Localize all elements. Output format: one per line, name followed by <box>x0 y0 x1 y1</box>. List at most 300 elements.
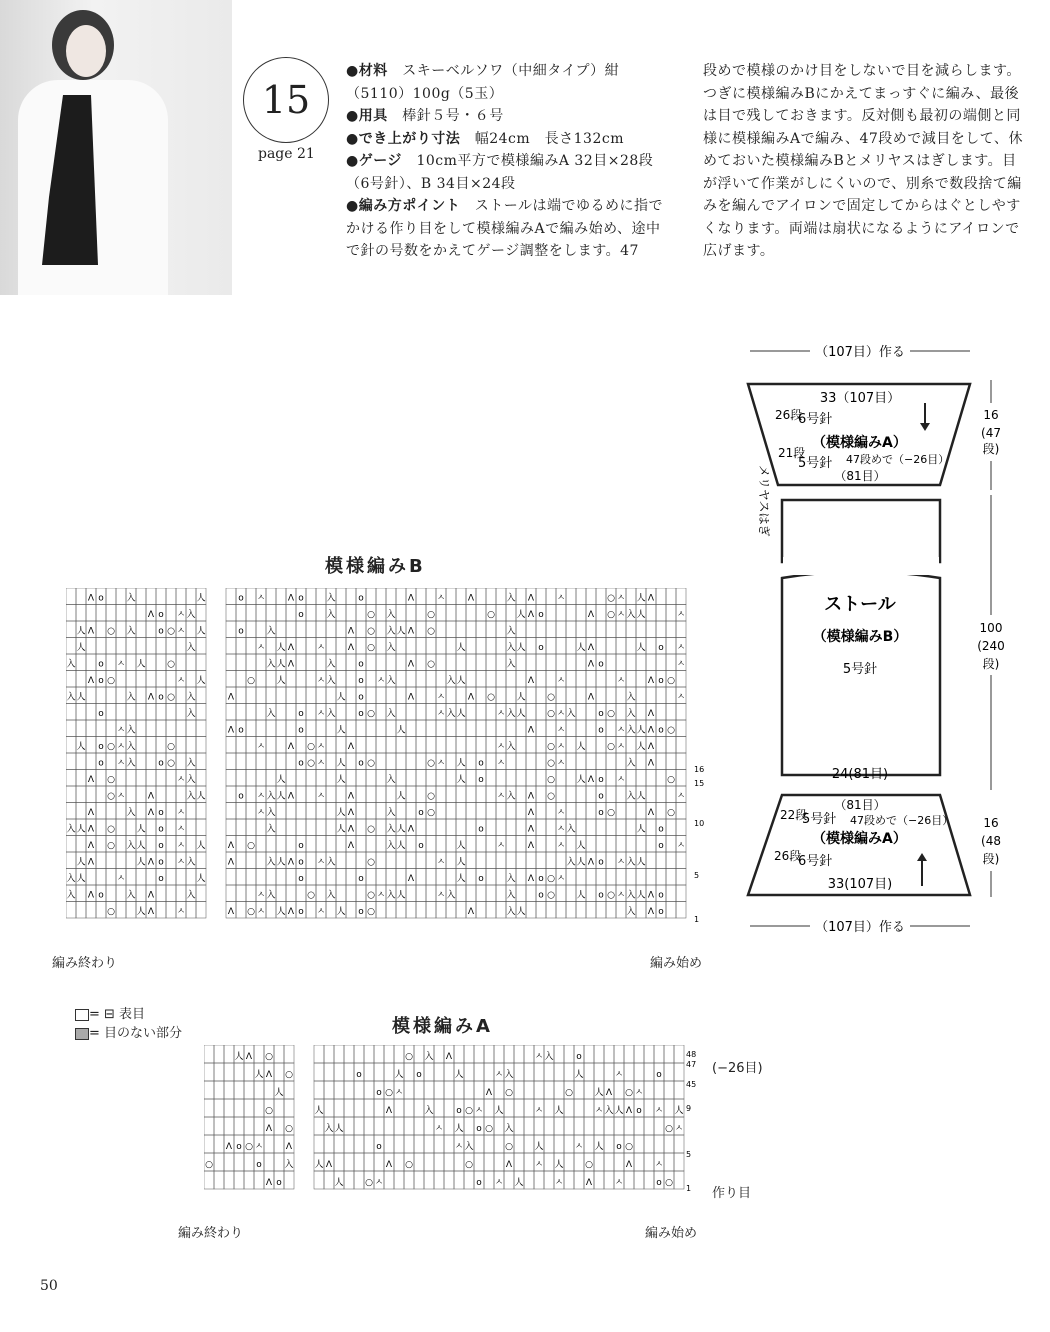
chart-b-symbol: ㅅ <box>556 758 566 769</box>
chart-b-symbol: 入 <box>506 874 516 884</box>
chart-b-symbol: o <box>158 692 164 703</box>
chart-a-symbol: o <box>456 1106 462 1116</box>
chart-b-symbol: 入 <box>186 610 196 620</box>
chart-b-symbol: 入 <box>506 709 516 719</box>
chart-b-symbol: 人 <box>576 857 586 868</box>
chart-a-symbol: 人 <box>554 1160 564 1170</box>
chart-b-symbol: 人 <box>516 907 526 917</box>
chart-b-symbol: 入 <box>386 610 396 620</box>
chart-b-symbol: 入 <box>186 643 196 653</box>
chart-b-symbol: o <box>538 890 544 901</box>
page-reference: page 21 <box>258 146 315 162</box>
top-cast-label: （107目）作る <box>815 345 905 360</box>
chart-b-symbol: ㅅ <box>116 874 126 884</box>
chart-b-symbol: ○ <box>107 742 115 752</box>
chart-b-symbol: ○ <box>547 775 555 785</box>
chart-b-symbol: 入 <box>266 791 276 802</box>
chart-a-symbol: 入 <box>604 1106 614 1116</box>
chart-a-symbol: 人 <box>574 1070 584 1080</box>
chart-a-symbol: Λ <box>585 1178 593 1188</box>
chart-b-symbol: 入 <box>626 857 636 868</box>
chart-b-symbol: o <box>598 791 604 802</box>
chart-b-symbol: 人 <box>76 824 86 835</box>
chart-a-symbol: 入 <box>464 1142 474 1152</box>
chart-b-symbol: ㅅ <box>436 593 446 604</box>
chart-b-symbol: 入 <box>126 692 136 703</box>
chart-a-symbol: ㅅ <box>654 1106 664 1116</box>
chart-b-symbol: Λ <box>227 907 235 917</box>
chart-a-symbol: 入 <box>284 1160 294 1170</box>
chart-b-symbol: 入 <box>506 659 516 670</box>
chart-b-symbol: ○ <box>307 890 315 901</box>
chart-b-symbol: o <box>98 709 104 719</box>
chart-b-symbol: o <box>238 725 244 736</box>
chart-b-symbol: 人 <box>456 857 466 868</box>
chart-b-symbol: Λ <box>87 824 95 835</box>
chart-b-symbol: Λ <box>147 692 155 703</box>
chart-b-symbol: ㅅ <box>556 874 566 884</box>
chart-b-symbol: o <box>358 659 364 670</box>
chart-a-row-number: 45 <box>686 1080 697 1089</box>
chart-b-symbol: o <box>358 874 364 884</box>
top-needle-6: 6号針 <box>798 412 833 427</box>
chart-b-symbol: ㅅ <box>616 610 626 620</box>
chart-b-symbol: ○ <box>607 742 615 752</box>
chart-a-symbol: ㅅ <box>634 1088 644 1098</box>
chart-b-symbol: Λ <box>647 725 655 736</box>
chart-b-symbol: ○ <box>367 824 375 835</box>
chart-b-symbol: 人 <box>636 890 646 901</box>
chart-b-symbol: o <box>658 824 664 835</box>
model-photo <box>0 0 232 295</box>
right-top-dim-1: 16 <box>983 408 999 422</box>
chart-b-symbol: 人 <box>276 907 286 917</box>
chart-b-symbol: Λ <box>467 907 475 917</box>
chart-b-symbol: o <box>158 841 164 851</box>
chart-b-symbol: 人 <box>516 610 526 620</box>
chart-b-symbol: 人 <box>276 857 286 868</box>
chart-b-symbol: Λ <box>647 808 655 818</box>
chart-a-symbol: 人 <box>334 1178 344 1188</box>
chart-a-symbol: o <box>376 1142 382 1152</box>
chart-a-symbol: ○ <box>625 1088 633 1098</box>
chart-b-symbol: 人 <box>136 824 146 835</box>
chart-b-symbol: ○ <box>667 808 675 818</box>
chart-b-symbol: ○ <box>307 758 315 769</box>
chart-b-symbol: Λ <box>587 857 595 868</box>
chart-b-grid <box>66 588 706 933</box>
chart-a-symbol: ○ <box>585 1160 593 1170</box>
chart-b-symbol: ○ <box>607 610 615 620</box>
chart-b-symbol: o <box>298 758 304 769</box>
chart-b-symbol: 入 <box>326 890 336 901</box>
chart-b-symbol: 入 <box>626 758 636 769</box>
chart-a-symbol: ㅅ <box>394 1088 404 1098</box>
chart-a-symbol: o <box>576 1052 582 1062</box>
chart-b-symbol: ㅅ <box>496 709 506 719</box>
chart-b-symbol: o <box>598 890 604 901</box>
chart-b-symbol: 人 <box>456 841 466 851</box>
chart-b-symbol: o <box>298 593 304 604</box>
chart-a-symbol: Λ <box>445 1052 453 1062</box>
chart-b-symbol: o <box>298 907 304 917</box>
chart-b-symbol: Λ <box>347 643 355 653</box>
chart-b-symbol: o <box>238 791 244 802</box>
chart-a-symbol: Λ <box>265 1070 273 1080</box>
bottom-decrease: 47段めで（−26目） <box>850 814 954 827</box>
chart-b-symbol: 入 <box>506 890 516 901</box>
chart-b-symbol: Λ <box>347 791 355 802</box>
top-needle-5: 5号針 <box>798 456 833 471</box>
chart-b-symbol: ○ <box>367 907 375 917</box>
chart-b-symbol: ㅅ <box>676 692 686 703</box>
chart-b-symbol: ㅅ <box>376 890 386 901</box>
chart-a-symbol: 入 <box>324 1124 334 1134</box>
chart-b-symbol: 入 <box>186 775 196 785</box>
chart-b-symbol: 人 <box>636 791 646 802</box>
chart-a-symbol: ○ <box>665 1124 673 1134</box>
chart-b-symbol: Λ <box>647 742 655 752</box>
chart-b-symbol: 入 <box>326 857 336 868</box>
chart-b-symbol: 入 <box>266 808 276 818</box>
chart-b-symbol: ○ <box>247 676 255 686</box>
chart-b-symbol: ㅅ <box>316 758 326 769</box>
chart-b-symbol: 人 <box>396 841 406 851</box>
chart-b-symbol: 人 <box>516 709 526 719</box>
chart-b-symbol: ㅅ <box>176 610 186 620</box>
chart-b-symbol: ○ <box>487 692 495 703</box>
chart-b-symbol: 入 <box>66 890 76 901</box>
chart-b-symbol: Λ <box>527 808 535 818</box>
chart-b-symbol: ㅅ <box>256 643 266 653</box>
chart-b-symbol: 入 <box>506 907 516 917</box>
chart-a-symbol: ○ <box>405 1052 413 1062</box>
chart-b-symbol: 人 <box>516 692 526 703</box>
chart-b-symbol: ○ <box>367 626 375 637</box>
chart-b-symbol: o <box>358 758 364 769</box>
chart-b-symbol: 入 <box>186 692 196 703</box>
points-line: ●編み方ポイント ストールは端でゆるめに指でかける作り目をして模様編みAで編み始め、途中で針の号数をかえてゲージ調整をします。47 <box>346 198 663 259</box>
chart-b-symbol: ㅅ <box>176 907 186 917</box>
chart-b-symbol: ㅅ <box>316 857 326 868</box>
chart-b-symbol: 入 <box>126 890 136 901</box>
chart-b-symbol: Λ <box>347 626 355 637</box>
gauge-line: ●ゲージ 10cm平方で模様編みA 32目×28段（6号針）、B 34目×24段 <box>346 153 654 192</box>
chart-b-symbol: Λ <box>527 725 535 736</box>
chart-b-symbol: ○ <box>547 758 555 769</box>
chart-b-symbol: ㅅ <box>176 824 186 835</box>
chart-b-symbol: o <box>598 709 604 719</box>
chart-b-symbol: Λ <box>287 659 295 670</box>
chart-a-symbol: ㅅ <box>534 1106 544 1116</box>
chart-b-symbol: 入 <box>566 709 576 719</box>
chart-b-symbol: 入 <box>186 709 196 719</box>
chart-b-symbol: 入 <box>186 890 196 901</box>
chart-b-symbol: o <box>298 841 304 851</box>
bottom-mid-width: 24(81目) <box>831 767 889 782</box>
right-mid-dim-1: 100 <box>979 621 1003 635</box>
chart-b-symbol: 人 <box>276 676 286 686</box>
chart-a-row-number: 5 <box>686 1150 692 1159</box>
chart-b-symbol: ㅅ <box>176 857 186 868</box>
chart-b-symbol: 入 <box>506 626 516 637</box>
chart-b-symbol: ㅅ <box>616 890 626 901</box>
chart-b-symbol: o <box>478 758 484 769</box>
chart-b-symbol: ㅅ <box>676 841 686 851</box>
chart-b-symbol: ㅅ <box>316 907 326 917</box>
chart-b-symbol: 人 <box>76 692 86 703</box>
right-bottom-dim-1: 16 <box>983 816 999 830</box>
chart-b-symbol: 入 <box>506 593 516 604</box>
chart-b-symbol: Λ <box>87 857 95 868</box>
chart-b-end-label: 編み終わり <box>52 956 118 971</box>
chart-a-symbol: ○ <box>265 1052 273 1062</box>
chart-b-symbol: ○ <box>167 758 175 769</box>
chart-b-symbol: ㅅ <box>256 890 266 901</box>
chart-a-symbol: ○ <box>205 1160 213 1170</box>
chart-a-grid <box>204 1045 704 1205</box>
chart-b-symbol: Λ <box>227 692 235 703</box>
chart-b-symbol: 人 <box>576 643 586 653</box>
chart-b-symbol: ㅅ <box>556 841 566 851</box>
bottom-pattern-a: （模様編みA） <box>812 831 907 847</box>
chart-a-end-label: 編み終わり <box>178 1226 244 1241</box>
chart-a-symbol: ○ <box>385 1088 393 1098</box>
chart-a-symbol: 人 <box>674 1106 684 1116</box>
chart-b-symbol: 人 <box>336 692 346 703</box>
chart-a-symbol: o <box>416 1070 422 1080</box>
chart-b-symbol: ㅅ <box>676 643 686 653</box>
chart-b-symbol: 人 <box>276 659 286 670</box>
chart-b-row-number: 10 <box>694 819 705 828</box>
chart-b-symbol: 人 <box>396 890 406 901</box>
chart-b-symbol: o <box>658 725 664 736</box>
chart-b-symbol: 入 <box>506 742 516 752</box>
chart-b-symbol: 人 <box>276 791 286 802</box>
top-width: 33（107目） <box>819 391 901 406</box>
chart-b-symbol: o <box>538 610 544 620</box>
chart-b-symbol: o <box>658 890 664 901</box>
legend-gray: = 目のない部分 <box>75 1022 182 1041</box>
chart-b-symbol: ㅅ <box>116 742 126 752</box>
chart-b-symbol: 入 <box>126 758 136 769</box>
chart-b-symbol: ㅅ <box>256 907 266 917</box>
chart-a-symbol: 人 <box>274 1088 284 1098</box>
chart-b-symbol: Λ <box>227 725 235 736</box>
chart-b-symbol: 入 <box>66 692 76 703</box>
chart-b-symbol: Λ <box>287 857 295 868</box>
chart-b-symbol: Λ <box>87 775 95 785</box>
bottom-needle-5: 5号針 <box>802 812 837 827</box>
chart-b-symbol: 入 <box>386 890 396 901</box>
right-top-dim-3: 段) <box>982 442 1000 456</box>
chart-b-symbol: ○ <box>107 676 115 686</box>
chart-b-symbol: ○ <box>367 610 375 620</box>
chart-a-symbol: o <box>636 1106 642 1116</box>
bottom-width: 33(107目) <box>827 877 893 892</box>
chart-a-symbol: Λ <box>605 1088 613 1098</box>
chart-a-symbol: o <box>376 1088 382 1098</box>
top-seam-label: メリヤスはぎ <box>757 465 771 537</box>
chart-b-symbol: ○ <box>107 791 115 802</box>
chart-b-symbol: o <box>478 824 484 835</box>
chart-b-symbol: ㅅ <box>256 808 266 818</box>
right-mid-dim-2: (240 <box>977 639 1005 653</box>
chart-b-symbol: 人 <box>76 857 86 868</box>
chart-b-symbol: o <box>238 593 244 604</box>
chart-b-symbol: ○ <box>547 709 555 719</box>
chart-a-symbol: ㅅ <box>614 1070 624 1080</box>
chart-a-symbol: 人 <box>394 1070 404 1080</box>
chart-b-symbol: 入 <box>186 857 196 868</box>
chart-a-symbol: ○ <box>485 1124 493 1134</box>
chart-b-symbol: ㅅ <box>496 841 506 851</box>
chart-b-symbol: Λ <box>147 857 155 868</box>
chart-b-symbol: 人 <box>136 659 146 670</box>
materials-column <box>346 60 671 263</box>
bottom-needle-6: 6号針 <box>798 854 833 869</box>
chart-a-symbol: Λ <box>325 1160 333 1170</box>
chart-a-symbol: ○ <box>505 1142 513 1152</box>
chart-b-symbol: 人 <box>196 791 206 802</box>
chart-b-symbol: 人 <box>276 643 286 653</box>
chart-b-symbol: 人 <box>636 725 646 736</box>
top-pattern-a: （模様編みA） <box>812 435 907 451</box>
chart-b-symbol: 入 <box>266 659 276 670</box>
chart-b-symbol: o <box>478 775 484 785</box>
chart-b-symbol: 入 <box>386 643 396 653</box>
chart-b-symbol: ㅅ <box>556 709 566 719</box>
chart-a-start-label: 編み始め <box>645 1226 698 1241</box>
chart-b-symbol: Λ <box>407 874 415 884</box>
chart-b-symbol: o <box>98 593 104 604</box>
chart-b-symbol: Λ <box>587 643 595 653</box>
chart-a-symbol: Λ <box>245 1052 253 1062</box>
chart-b-symbol: ㅅ <box>316 709 326 719</box>
top-rows-26: 26段 <box>775 408 803 422</box>
chart-b-symbol: 入 <box>626 791 636 802</box>
chart-b-symbol: ○ <box>667 725 675 736</box>
chart-b-symbol: o <box>358 676 364 686</box>
chart-b-symbol: ○ <box>547 742 555 752</box>
chart-a-symbol: Λ <box>485 1088 493 1098</box>
chart-b-symbol: ○ <box>367 709 375 719</box>
chart-b-symbol: ㅅ <box>256 742 266 752</box>
chart-a-symbol: ○ <box>565 1088 573 1098</box>
chart-b-symbol: Λ <box>147 791 155 802</box>
chart-b-symbol: o <box>158 758 164 769</box>
chart-b-symbol: ○ <box>607 808 615 818</box>
chart-b-symbol: Λ <box>87 890 95 901</box>
chart-b-symbol: 入 <box>186 758 196 769</box>
chart-b-symbol: Λ <box>527 610 535 620</box>
chart-b-symbol: 人 <box>336 907 346 917</box>
chart-b-symbol: 入 <box>266 857 276 868</box>
chart-b-symbol: Λ <box>147 610 155 620</box>
chart-b-symbol: 入 <box>66 874 76 884</box>
chart-b-symbol: 入 <box>446 709 456 719</box>
chart-b-symbol: ○ <box>367 643 375 653</box>
chart-b-symbol: 入 <box>126 742 136 752</box>
item-number-badge <box>243 57 329 143</box>
chart-b-symbol: Λ <box>147 907 155 917</box>
chart-b-symbol: ○ <box>167 742 175 752</box>
chart-a-symbol: o <box>276 1178 282 1188</box>
chart-b-symbol: 人 <box>396 791 406 802</box>
chart-b-symbol: 入 <box>386 626 396 637</box>
chart-b-symbol: Λ <box>87 593 95 604</box>
chart-b-symbol: 入 <box>386 775 396 785</box>
chart-b-symbol: Λ <box>347 742 355 752</box>
right-bottom-dim-3: 段) <box>982 852 1000 866</box>
chart-a-symbol: 人 <box>454 1070 464 1080</box>
chart-b-symbol: 入 <box>326 659 336 670</box>
chart-a-symbol: ㅅ <box>254 1142 264 1152</box>
chart-a-symbol: 入 <box>424 1052 434 1062</box>
chart-b-symbol: o <box>158 808 164 818</box>
chart-b-symbol: ㅅ <box>616 676 626 686</box>
chart-b-symbol: 入 <box>66 824 76 835</box>
chart-b-symbol: ○ <box>427 791 435 802</box>
chart-a-symbol: ㅅ <box>554 1178 564 1188</box>
chart-b-symbol: ○ <box>367 857 375 868</box>
chart-a-symbol: Λ <box>505 1160 513 1170</box>
chart-b-symbol: o <box>298 610 304 620</box>
chart-b-symbol: ㅅ <box>256 791 266 802</box>
chart-b-symbol: 人 <box>456 775 466 785</box>
chart-a-symbol: ○ <box>285 1070 293 1080</box>
chart-b-symbol: o <box>238 626 244 637</box>
chart-b-symbol: ㅅ <box>556 676 566 686</box>
chart-a-symbol: o <box>476 1124 482 1134</box>
chart-b-symbol: ㅅ <box>556 742 566 752</box>
chart-b-symbol: ㅅ <box>256 593 266 604</box>
chart-b-symbol: 入 <box>126 841 136 851</box>
chart-b-symbol: o <box>98 758 104 769</box>
chart-b-symbol: ○ <box>607 890 615 901</box>
chart-b-symbol: ㅅ <box>316 676 326 686</box>
chart-b-symbol: Λ <box>407 626 415 637</box>
chart-b-symbol: o <box>358 709 364 719</box>
chart-b-symbol: Λ <box>587 775 595 785</box>
chart-b-symbol: o <box>478 874 484 884</box>
chart-a-symbol: 人 <box>494 1106 504 1116</box>
top-81: （81目） <box>834 469 886 483</box>
chart-a-symbol: ㅅ <box>434 1124 444 1134</box>
chart-b-symbol: 入 <box>126 593 136 604</box>
chart-b-symbol: 人 <box>456 709 466 719</box>
chart-b-symbol: 入 <box>386 841 396 851</box>
chart-b-symbol: 人 <box>516 643 526 653</box>
chart-b-symbol: o <box>158 857 164 868</box>
chart-b-symbol: ㅅ <box>116 758 126 769</box>
chart-a-symbol: Λ <box>265 1124 273 1134</box>
chart-b-symbol: o <box>418 841 424 851</box>
chart-a-symbol: Λ <box>385 1106 393 1116</box>
chart-b-symbol: Λ <box>87 626 95 637</box>
chart-b-symbol: 人 <box>196 626 206 637</box>
chart-a-symbol: Λ <box>385 1160 393 1170</box>
chart-a-symbol: ○ <box>365 1178 373 1188</box>
chart-b-symbol: 入 <box>326 593 336 604</box>
top-rows-21: 21段 <box>778 446 806 460</box>
chart-b-symbol: ○ <box>427 659 435 670</box>
chart-b-symbol: ㅅ <box>496 758 506 769</box>
chart-b-symbol: ㅅ <box>676 791 686 802</box>
chart-b-symbol: o <box>358 593 364 604</box>
chart-b-symbol: 人 <box>456 874 466 884</box>
chart-b-symbol: 入 <box>266 890 276 901</box>
